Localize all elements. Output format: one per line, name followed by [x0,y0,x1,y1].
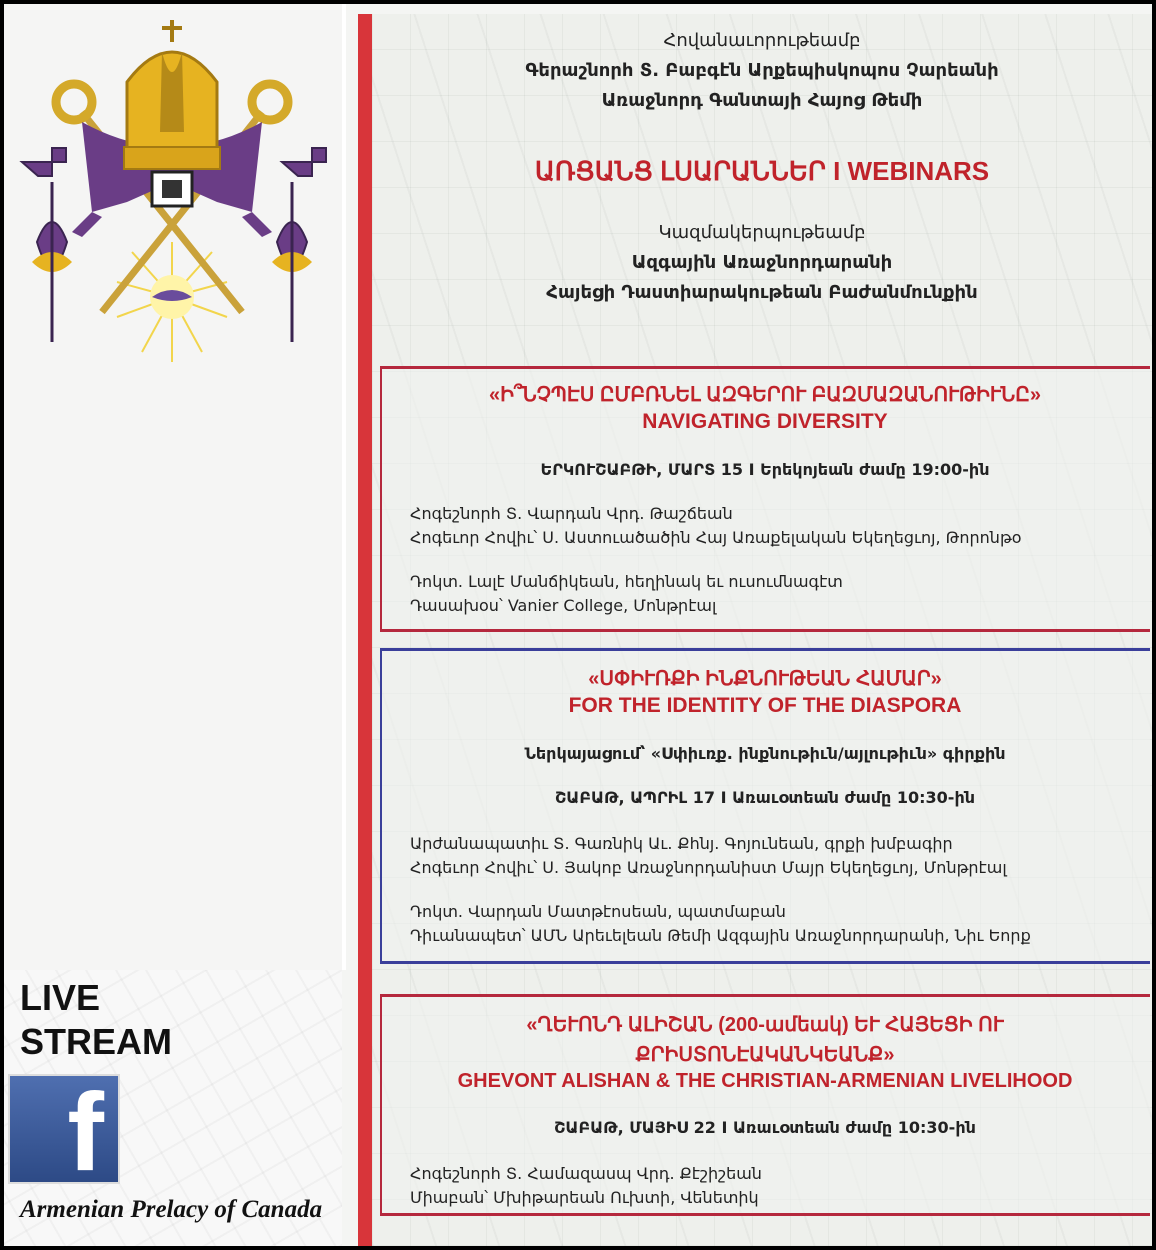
session-3-title-en: GHEVONT ALISHAN & THE CHRISTIAN-ARMENIAN LIVELIHOOD [457,1070,1073,1092]
patronage-label: Հովանաւորութեամբ [663,30,861,51]
session-1-top-border [380,366,1150,369]
session-card-1 [380,366,1150,632]
session-2-presentation: Ներկայացում՝ «Սփիւռք. ինքնութիւն/այլութիւն» գիրքին [524,744,1006,763]
main-content [372,14,1152,1246]
session-2-top-border [380,648,1150,651]
session-1-speaker-1-role: Հոգեւոր Հովիւ՝ Ս. Աստուածածին Հայ Առաքելական Եկեղեցւոյ, Թորոնթօ [410,528,1022,547]
session-3-top-border [380,994,1150,997]
live-label: LIVE [20,977,101,1018]
session-1-speaker-2-name: Դոկտ. Լալէ Մանճիկեան, հեղինակ եւ ուսումնագէտ [410,572,843,591]
session-2-speaker-2-name: Դոկտ. Վարդան Մատթէոսեան, պատմաբան [410,902,786,921]
session-2-datetime: ՇԱԲԱԹ, ԱՊՐԻԼ 17 I Առաւօտեան ժամը 10:30-ին [554,788,976,807]
page-title: ԱՌՑԱՆՑ ԼՍԱՐԱՆՆԵՐ I WEBINARS [534,156,990,186]
session-2-title-en: FOR THE IDENTITY OF THE DIASPORA [568,694,962,717]
session-2-speaker-1-role: Հոգեւոր Հովիւ՝ Ս. Յակոբ Առաջնորդանիստ Մայր Եկեղեցւոյ, Մոնթրէալ [410,858,1007,877]
session-3-title-hy-line-2: ՔՐԻՍՏՈՆԷԱԿԱՆԿԵԱՆՔ» [635,1044,895,1066]
organizer-line-1: Ազգային Առաջնորդարանի [631,252,893,273]
facebook-letter: f [67,1071,104,1194]
session-card-3 [380,994,1150,1216]
session-1-title-hy: «Ի՞ՆՉՊԷՍ ԸՄԲՌՆԵԼ ԱԶԳԵՐՈՒ ԲԱԶՄԱԶԱՆՈՒԹԻՒՆԸ» [489,384,1041,406]
panel-divider [342,4,346,970]
session-1-bottom-border [380,629,1150,632]
organized-by-label: Կազմակերպութեամբ [658,222,866,243]
patron-title: Առաջնորդ Գանտայի Հայոց Թեմի [601,90,923,111]
session-2-speaker-1-name: Արժանապատիւ Տ. Գառնիկ Աւ. Քհնյ. Գոյունեան, գրքի խմբագիր [410,834,953,853]
session-3-bottom-border [380,1213,1150,1216]
left-panel [4,4,342,1246]
poster [4,4,1152,1246]
stream-label: STREAM [20,1021,172,1062]
red-side-bar [358,14,372,1246]
session-3-title-hy: «ՂԵՒՈՆԴ ԱԼԻՇԱՆ (200-ամեակ) ԵՒ ՀԱՅԵՑԻ ՈՒ [526,1014,1004,1036]
live-stream-label [20,976,172,1064]
patron-name: Գերաշնորհ Տ. Բաբգէն Արքեպիսկոպոս Չարեանի [525,60,999,81]
organization-name: Armenian Prelacy of Canada [20,1196,323,1223]
session-3-speaker-1-role: Միաբան՝ Մխիթարեան Ուխտի, Վենետիկ [410,1188,759,1207]
session-1-speaker-1-name: Հոգեշնորհ Տ. Վարդան Վրդ. Թաշճեան [410,504,733,523]
session-2-bottom-border [380,961,1150,964]
session-1-speaker-2-role: Դասախօս՝ Vanier College, Մոնթրէալ [410,596,717,615]
session-3-datetime: ՇԱԲԱԹ, ՄԱՅԻՍ 22 I Առաւօտեան ժամը 10:30-ին [554,1118,976,1137]
session-2-speaker-2-role: Դիւանապետ՝ ԱՄՆ Արեւելեան Թեմի Ազգային Առաջնորդարանի, Նիւ Եորք [410,926,1031,945]
session-3-speaker-1-name: Հոգեշնորհ Տ. Համազասպ Վրդ. Քէշիշեան [410,1164,762,1183]
armenian-church-coat-of-arms-icon [12,12,332,382]
session-card-2 [380,648,1150,964]
facebook-icon[interactable] [8,1071,120,1194]
organizer-line-2: Հայեցի Դաստիարակութեան Բաժանմունքին [546,282,978,303]
session-1-datetime: ԵՐԿՈՒՇԱԲԹԻ, ՄԱՐՏ 15 I Երեկոյեան ժամը 19:00-ին [540,460,990,479]
session-2-title-hy: «ՍՓԻՒՌՔԻ ԻՆՔՆՈՒԹԵԱՆ ՀԱՄԱՐ» [588,668,942,690]
session-1-title-en: NAVIGATING DIVERSITY [642,410,888,433]
